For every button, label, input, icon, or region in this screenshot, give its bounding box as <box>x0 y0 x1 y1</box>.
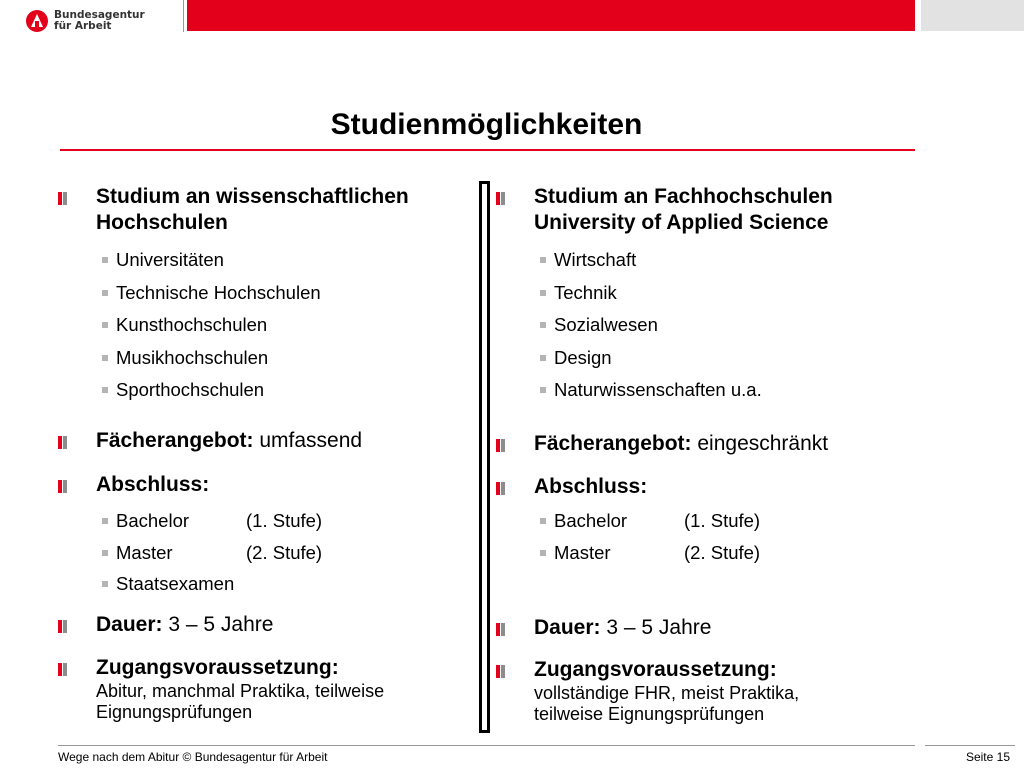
footer-text: Wege nach dem Abitur © Bundesagentur für Arbeit <box>58 750 328 764</box>
ba-logo-text <box>54 10 145 32</box>
list-item: Universitäten <box>116 249 224 270</box>
right-heading-line1: Studium an Fachhochschulen <box>534 185 833 208</box>
faecher-label: Fächerangebot: <box>96 429 254 452</box>
abschluss-stufe: (1. Stufe) <box>246 510 323 531</box>
page-number: Seite 15 <box>965 750 1010 764</box>
list-item: Technik <box>554 282 617 303</box>
abschluss-name: Master <box>116 542 173 563</box>
header-red-bar <box>187 0 915 31</box>
abschluss-name: Master <box>554 542 611 563</box>
zugang-line1: vollständige FHR, meist Praktika, <box>534 683 800 703</box>
dauer-value: 3 – 5 Jahre <box>162 613 274 636</box>
left-heading-line2: Hochschulen <box>96 211 228 234</box>
faecher-value: eingeschränkt <box>691 432 829 455</box>
abschluss-stufe: (1. Stufe) <box>684 510 761 531</box>
bullet-icon <box>58 663 70 676</box>
right-heading <box>496 184 926 236</box>
abschluss-name: Staatsexamen <box>116 573 235 594</box>
abschluss-name: Bachelor <box>116 510 190 531</box>
abschluss-stufe: (2. Stufe) <box>684 542 761 563</box>
list-item: Technische Hochschulen <box>116 282 321 303</box>
header-divider <box>183 0 184 32</box>
left-dauer <box>58 612 488 638</box>
left-zugang <box>58 655 488 723</box>
ba-logo-icon <box>26 10 48 32</box>
faecher-value: umfassend <box>253 429 363 452</box>
slide-title: Studienmöglichkeiten <box>330 108 643 141</box>
list-item: Sozialwesen <box>554 314 658 335</box>
list-item: Design <box>554 347 612 368</box>
list-item <box>554 510 760 532</box>
bullet-icon <box>58 620 70 633</box>
bullet-icon <box>496 665 508 678</box>
bullet-icon <box>58 480 70 493</box>
list-item: Sporthochschulen <box>116 379 265 400</box>
right-abschluss <box>496 474 926 500</box>
abschluss-label: Abschluss: <box>96 473 210 496</box>
list-item: Wirtschaft <box>554 249 637 270</box>
dauer-value: 3 – 5 Jahre <box>600 616 712 639</box>
left-faecher <box>58 428 488 454</box>
zugang-label: Zugangsvoraussetzung: <box>534 658 777 681</box>
list-item: Naturwissenschaften u.a. <box>554 379 762 400</box>
logo-line2: für Arbeit <box>54 20 112 32</box>
bullet-icon <box>496 192 508 205</box>
dauer-label: Dauer: <box>534 616 601 639</box>
bullet-icon <box>58 436 70 449</box>
bullet-icon <box>58 192 70 205</box>
left-heading-line1: Studium an wissenschaftlichen <box>96 185 409 208</box>
abschluss-name: Bachelor <box>554 510 628 531</box>
zugang-line2: Eignungsprüfungen <box>96 702 253 722</box>
column-divider <box>479 181 490 733</box>
list-item: Kunsthochschulen <box>116 314 268 335</box>
zugang-line1: Abitur, manchmal Praktika, teilweise <box>96 681 385 701</box>
logo-line1: Bundesagentur <box>54 9 145 21</box>
abschluss-stufe: (2. Stufe) <box>246 542 323 563</box>
bullet-icon <box>496 482 508 495</box>
list-item <box>116 510 322 532</box>
zugang-label: Zugangsvoraussetzung: <box>96 656 339 679</box>
left-abschluss <box>58 472 488 498</box>
bullet-icon <box>496 439 508 452</box>
faecher-label: Fächerangebot: <box>534 432 692 455</box>
list-item: Musikhochschulen <box>116 347 269 368</box>
title-underline <box>60 149 915 151</box>
right-zugang <box>496 657 926 725</box>
right-dauer <box>496 615 926 641</box>
footer-divider <box>58 745 915 746</box>
abschluss-label: Abschluss: <box>534 475 648 498</box>
header-gray-bar <box>921 0 1024 31</box>
right-heading-line2: University of Applied Science <box>534 211 829 234</box>
zugang-line2: teilweise Eignungsprüfungen <box>534 704 765 724</box>
list-item <box>116 573 234 595</box>
dauer-label: Dauer: <box>96 613 163 636</box>
left-heading <box>58 184 488 236</box>
list-item <box>116 542 322 564</box>
bullet-icon <box>496 623 508 636</box>
right-faecher <box>496 431 926 457</box>
footer-divider-right <box>925 745 1015 746</box>
list-item <box>554 542 760 564</box>
